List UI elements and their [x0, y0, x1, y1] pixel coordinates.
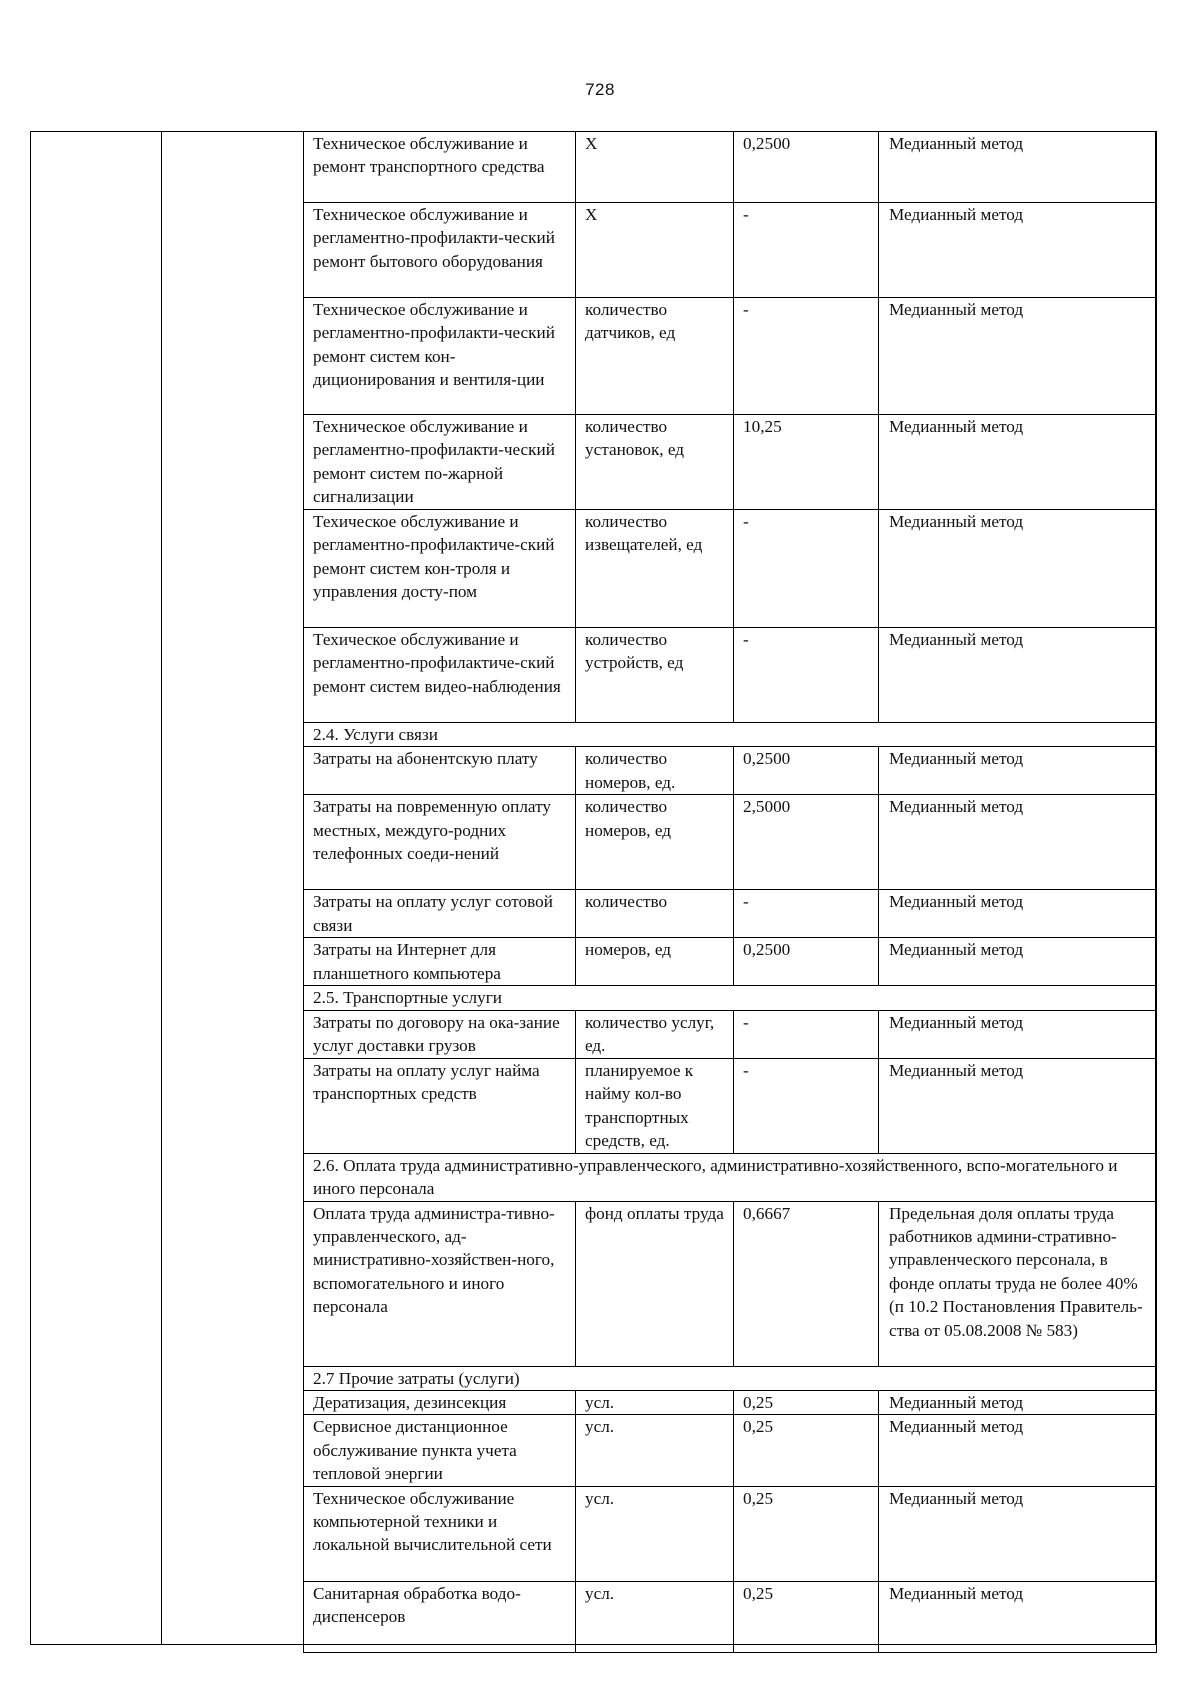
cost-name-cell: Техическое обслуживание и регламентно-профилактиче-ский ремонт систем кон-троля и управления досту-пом [304, 510, 576, 628]
method-cell: Медианный метод [879, 1581, 1157, 1652]
table-row [304, 132, 1157, 203]
cost-name-cell: Техническое обслуживание и регламентно-профилакти-ческий ремонт систем кон-диционирования и вентиля-ции [304, 298, 576, 415]
norm-value-cell: 0,2500 [734, 938, 879, 986]
method-cell: Медианный метод [879, 1010, 1157, 1058]
method-cell: Медианный метод [879, 1058, 1157, 1153]
norm-value-cell: 0,25 [734, 1581, 879, 1652]
cost-name-cell: Сервисное дистанционное обслуживание пункта учета тепловой энергии [304, 1415, 576, 1486]
cost-name-cell: Дератизация, дезинсекция [304, 1391, 576, 1415]
table-frame [30, 131, 1156, 1645]
table-row [304, 938, 1157, 986]
table-row [304, 795, 1157, 890]
norm-value-cell: 0,6667 [734, 1201, 879, 1366]
method-cell: Медианный метод [879, 1486, 1157, 1581]
unit-cell: количество установок, ед [576, 415, 734, 510]
unit-cell: усл. [576, 1581, 734, 1652]
method-cell: Медианный метод [879, 747, 1157, 795]
table-row [304, 415, 1157, 510]
method-cell: Медианный метод [879, 628, 1157, 723]
norm-value-cell: 0,25 [734, 1415, 879, 1486]
table-row [304, 628, 1157, 723]
unit-cell: усл. [576, 1415, 734, 1486]
norm-value-cell: - [734, 203, 879, 298]
unit-cell: планируемое к найму кол-во транспортных средств, ед. [576, 1058, 734, 1153]
unit-cell: количество устройств, ед [576, 628, 734, 723]
unit-cell: номеров, ед [576, 938, 734, 986]
cost-name-cell: Затраты на повременную оплату местных, междуго-родних телефонных соеди-нений [304, 795, 576, 890]
section-title: 2.6. Оплата труда административно-управленческого, административно-хозяйственного, вспо-могательного и иного персонала [304, 1153, 1157, 1201]
norm-value-cell: - [734, 298, 879, 415]
unit-cell: Х [576, 132, 734, 203]
section-header-row [304, 986, 1157, 1010]
table-row [304, 203, 1157, 298]
table-row [304, 1415, 1157, 1486]
cost-name-cell: Затраты по договору на ока-зание услуг доставки грузов [304, 1010, 576, 1058]
method-cell: Медианный метод [879, 795, 1157, 890]
unit-cell: количество номеров, ед [576, 795, 734, 890]
unit-cell: фонд оплаты труда [576, 1201, 734, 1366]
unit-cell: количество услуг, ед. [576, 1010, 734, 1058]
cost-name-cell: Техическое обслуживание и регламентно-профилактиче-ский ремонт систем видео-наблюдения [304, 628, 576, 723]
norm-value-cell: 10,25 [734, 415, 879, 510]
method-cell: Медианный метод [879, 415, 1157, 510]
method-cell: Медианный метод [879, 203, 1157, 298]
unit-cell: количество [576, 890, 734, 938]
method-cell: Медианный метод [879, 132, 1157, 203]
table-row [304, 1058, 1157, 1153]
table-row [304, 890, 1157, 938]
cost-name-cell: Техническое обслуживание и регламентно-профилакти-ческий ремонт систем по-жарной сигнализации [304, 415, 576, 510]
norm-value-cell: - [734, 1058, 879, 1153]
norm-value-cell: - [734, 890, 879, 938]
method-cell: Медианный метод [879, 510, 1157, 628]
table-row [304, 1391, 1157, 1415]
norm-value-cell: - [734, 628, 879, 723]
section-header-row [304, 723, 1157, 747]
table-row [304, 1486, 1157, 1581]
method-cell: Медианный метод [879, 298, 1157, 415]
cost-name-cell: Санитарная обработка водо-диспенсеров [304, 1581, 576, 1652]
cost-name-cell: Техническое обслуживание компьютерной техники и локальной вычислительной сети [304, 1486, 576, 1581]
table-row [304, 298, 1157, 415]
method-cell: Предельная доля оплаты труда работников админи-стративно-управленческого персонала, в фонде оплаты труда не более 40% (п 10.2 Постановления Правитель-ства от 05.08.2008 № 583) [879, 1201, 1157, 1366]
unit-cell: количество датчиков, ед [576, 298, 734, 415]
cost-name-cell: Затраты на оплату услуг найма транспортных средств [304, 1058, 576, 1153]
table-row [304, 1201, 1157, 1366]
method-cell: Медианный метод [879, 1415, 1157, 1486]
table-row [304, 1581, 1157, 1652]
table-row [304, 1010, 1157, 1058]
section-header-row [304, 1153, 1157, 1201]
section-header-row [304, 1366, 1157, 1390]
table-row [304, 747, 1157, 795]
table-body [304, 132, 1157, 1653]
method-cell: Медианный метод [879, 1391, 1157, 1415]
unit-cell: усл. [576, 1486, 734, 1581]
cost-name-cell: Техническое обслуживание и ремонт транспортного средства [304, 132, 576, 203]
cost-norms-table [303, 131, 1157, 1653]
cost-name-cell: Затраты на абонентскую плату [304, 747, 576, 795]
cost-name-cell: Затраты на Интернет для планшетного компьютера [304, 938, 576, 986]
unit-cell: усл. [576, 1391, 734, 1415]
cost-name-cell: Затраты на оплату услуг сотовой связи [304, 890, 576, 938]
norm-value-cell: - [734, 510, 879, 628]
unit-cell: количество извещателей, ед [576, 510, 734, 628]
section-title: 2.4. Услуги связи [304, 723, 1157, 747]
norm-value-cell: 0,2500 [734, 132, 879, 203]
section-title: 2.5. Транспортные услуги [304, 986, 1157, 1010]
method-cell: Медианный метод [879, 890, 1157, 938]
table-row [304, 510, 1157, 628]
cost-name-cell: Техническое обслуживание и регламентно-профилакти-ческий ремонт бытового оборудования [304, 203, 576, 298]
method-cell: Медианный метод [879, 938, 1157, 986]
cost-name-cell: Оплата труда администра-тивно-управленческого, ад-министративно-хозяйствен-ного, вспомогательного и иного персонала [304, 1201, 576, 1366]
norm-value-cell: 0,25 [734, 1391, 879, 1415]
unit-cell: количество номеров, ед. [576, 747, 734, 795]
norm-value-cell: - [734, 1010, 879, 1058]
unit-cell: Х [576, 203, 734, 298]
norm-value-cell: 2,5000 [734, 795, 879, 890]
page-number: 728 [585, 80, 615, 99]
section-title: 2.7 Прочие затраты (услуги) [304, 1366, 1157, 1390]
norm-value-cell: 0,2500 [734, 747, 879, 795]
empty-column-1-border [161, 132, 162, 1644]
norm-value-cell: 0,25 [734, 1486, 879, 1581]
